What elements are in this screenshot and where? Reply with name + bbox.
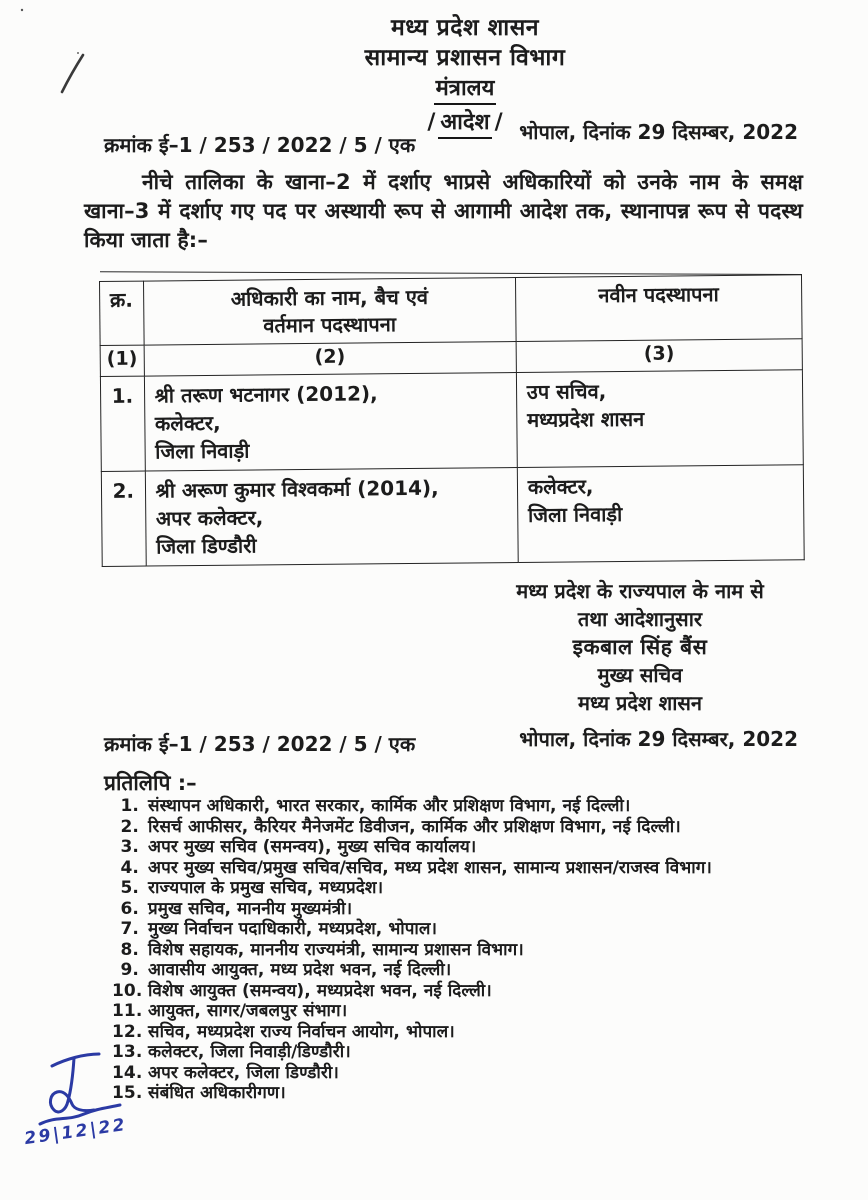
list-item bbox=[112, 940, 812, 961]
header-officer-line2: वर्तमान पदस्थापना bbox=[263, 312, 397, 338]
list-item-text: आवासीय आयुक्त, मध्य प्रदेश भवन, नई दिल्ली। bbox=[148, 960, 452, 980]
header-serial: क्र. bbox=[100, 281, 144, 345]
row2-officer bbox=[145, 467, 518, 566]
col-number-3: (3) bbox=[516, 339, 803, 373]
col-number-2: (2) bbox=[144, 342, 516, 377]
list-item-number: 5. bbox=[120, 878, 139, 898]
list-item bbox=[112, 899, 812, 920]
reference-number: क्रमांक ई–1 / 253 / 2022 / 5 / एक bbox=[104, 133, 416, 157]
list-item-number: 9. bbox=[120, 960, 139, 980]
row1-officer-line2: कलेक्टर, bbox=[154, 410, 221, 436]
row2-new-posting bbox=[517, 465, 804, 563]
row1-officer bbox=[144, 372, 517, 471]
row2-posting-line2: जिला निवाड़ी bbox=[527, 501, 623, 527]
row1-posting-line1: उप सचिव, bbox=[526, 379, 607, 404]
list-item-number: 10. bbox=[112, 980, 143, 1001]
list-item-number: 11. bbox=[112, 1001, 143, 1021]
signatory-organization: मध्य प्रदेश शासन bbox=[577, 691, 702, 715]
list-item-number: 6. bbox=[120, 898, 139, 919]
list-item-number: 15. bbox=[112, 1083, 143, 1103]
list-item bbox=[112, 1083, 812, 1104]
list-item-text: अपर मुख्य सचिव (समन्वय), मुख्य सचिव कार्यालय। bbox=[148, 837, 477, 857]
list-item bbox=[112, 817, 812, 838]
list-item-number: 14. bbox=[112, 1062, 143, 1083]
row2-officer-line3: जिला डिण्डौरी bbox=[156, 533, 257, 559]
order-word: आदेश bbox=[438, 106, 491, 139]
list-item-text: प्रमुख सचिव, माननीय मुख्यमंत्री। bbox=[148, 898, 353, 919]
order-body-paragraph: नीचे तालिका के खाना–2 में दर्शाए भाप्रसे अधिकारियों को उनके नाम के समक्ष खाना–3 में दर्शाए गए पद पर अस्थायी रूप से आगामी आदेश तक, स्थानापन्न रूप से पदस्थ किया जाता है:– bbox=[84, 170, 803, 252]
list-item-text: कलेक्टर, जिला निवाड़ी/डिण्डौरी। bbox=[148, 1042, 351, 1062]
list-item-text: संबंधित अधिकारीगण। bbox=[148, 1083, 286, 1103]
handwritten-date: 29|12|22 bbox=[23, 1114, 129, 1150]
department-name: सामान्य प्रशासन विभाग bbox=[364, 45, 566, 71]
list-item bbox=[112, 1063, 812, 1084]
list-item-text: विशेष सहायक, माननीय राज्यमंत्री, सामान्य प्रशासन विभाग। bbox=[148, 939, 524, 960]
list-item-text: संस्थापन अधिकारी, भारत सरकार, कार्मिक और प्रशिक्षण विभाग, नई दिल्ली। bbox=[148, 796, 631, 816]
row1-posting-line2: मध्यप्रदेश शासन bbox=[527, 406, 645, 432]
list-item-number: 1. bbox=[120, 796, 139, 816]
table-row bbox=[100, 370, 803, 472]
by-order-line1: मध्य प्रदेश के राज्यपाल के नाम से bbox=[516, 579, 764, 603]
list-item bbox=[112, 981, 812, 1002]
list-item bbox=[112, 1042, 812, 1063]
list-item-text: रिसर्च आफीसर, कैरियर मैनेजमेंट डिवीजन, कार्मिक और प्रशिक्षण विभाग, नई दिल्ली। bbox=[148, 816, 681, 837]
row2-officer-line1: श्री अरूण कुमार विश्वकर्मा (2014), bbox=[155, 475, 439, 503]
list-item-text: विशेष आयुक्त (समन्वय), मध्यप्रदेश भवन, नई दिल्ली। bbox=[148, 980, 492, 1001]
signatory-designation: मुख्य सचिव bbox=[597, 663, 683, 687]
list-item bbox=[112, 919, 812, 940]
table-row bbox=[101, 465, 804, 567]
row1-officer-line3: जिला निवाड़ी bbox=[155, 438, 250, 464]
list-item bbox=[112, 878, 812, 899]
col-number-1: (1) bbox=[100, 345, 144, 376]
list-item-number: 4. bbox=[120, 857, 139, 878]
scan-speck bbox=[21, 9, 23, 11]
list-item-text: मुख्य निर्वाचन पदाधिकारी, मध्यप्रदेश, भोपाल। bbox=[148, 919, 438, 939]
ministry-label: मंत्रालय bbox=[434, 76, 497, 105]
list-item-number: 12. bbox=[112, 1021, 143, 1042]
list-item bbox=[112, 1022, 812, 1043]
list-item-number: 8. bbox=[120, 939, 139, 960]
copy-to-heading: प्रतिलिपि :– bbox=[104, 771, 197, 795]
posting-table bbox=[99, 274, 805, 567]
signatory-name: इकबाल सिंह बैंस bbox=[572, 635, 708, 659]
order-slash-right: / bbox=[494, 110, 503, 135]
copy-to-list bbox=[112, 796, 812, 1104]
list-item-number: 3. bbox=[120, 837, 139, 857]
document-header bbox=[62, 13, 868, 105]
list-item-text: आयुक्त, सागर/जबलपुर संभाग। bbox=[148, 1001, 348, 1021]
list-item-number: 7. bbox=[120, 919, 139, 939]
by-order-line2: तथा आदेशानुसार bbox=[577, 607, 703, 631]
list-item bbox=[112, 960, 812, 981]
list-item-text: सचिव, मध्यप्रदेश राज्य निर्वाचन आयोग, भोपाल। bbox=[148, 1021, 455, 1042]
list-item-text: अपर मुख्य सचिव/प्रमुख सचिव/सचिव, मध्य प्रदेश शासन, सामान्य प्रशासन/राजस्व विभाग। bbox=[148, 857, 712, 878]
header-officer bbox=[143, 278, 516, 346]
header-officer-line1: अधिकारी का नाम, बैच एवं bbox=[230, 284, 429, 311]
list-item-number: 2. bbox=[120, 816, 139, 837]
list-item bbox=[112, 858, 812, 879]
list-item-number: 13. bbox=[112, 1042, 143, 1062]
list-item-text: अपर कलेक्टर, जिला डिण्डौरी। bbox=[148, 1062, 339, 1083]
row2-officer-line2: अपर कलेक्टर, bbox=[155, 505, 264, 531]
row1-serial: 1. bbox=[100, 376, 145, 471]
place-and-date: भोपाल, दिनांक 29 दिसम्बर, 2022 bbox=[519, 120, 798, 144]
header-new-posting: नवीन पदस्थापना bbox=[515, 275, 802, 342]
table-header-row bbox=[100, 275, 803, 346]
row2-serial: 2. bbox=[101, 471, 146, 566]
reference-row-bottom bbox=[104, 727, 798, 757]
row2-posting-line1: कलेक्टर, bbox=[527, 474, 594, 499]
list-item-text: राज्यपाल के प्रमुख सचिव, मध्यप्रदेश। bbox=[148, 878, 384, 898]
row1-officer-line1: श्री तरूण भटनागर (2012), bbox=[154, 381, 378, 408]
government-name: मध्य प्रदेश शासन bbox=[390, 15, 540, 41]
list-item bbox=[112, 796, 812, 817]
reference-number: क्रमांक ई–1 / 253 / 2022 / 5 / एक bbox=[104, 732, 416, 756]
order-slash-left: / bbox=[427, 110, 436, 135]
row1-new-posting bbox=[516, 370, 803, 468]
list-item bbox=[112, 837, 812, 858]
handwritten-signature bbox=[40, 1054, 120, 1124]
signature-block bbox=[465, 577, 815, 717]
list-item bbox=[112, 1001, 812, 1022]
place-and-date: भोपाल, दिनांक 29 दिसम्बर, 2022 bbox=[519, 727, 798, 751]
